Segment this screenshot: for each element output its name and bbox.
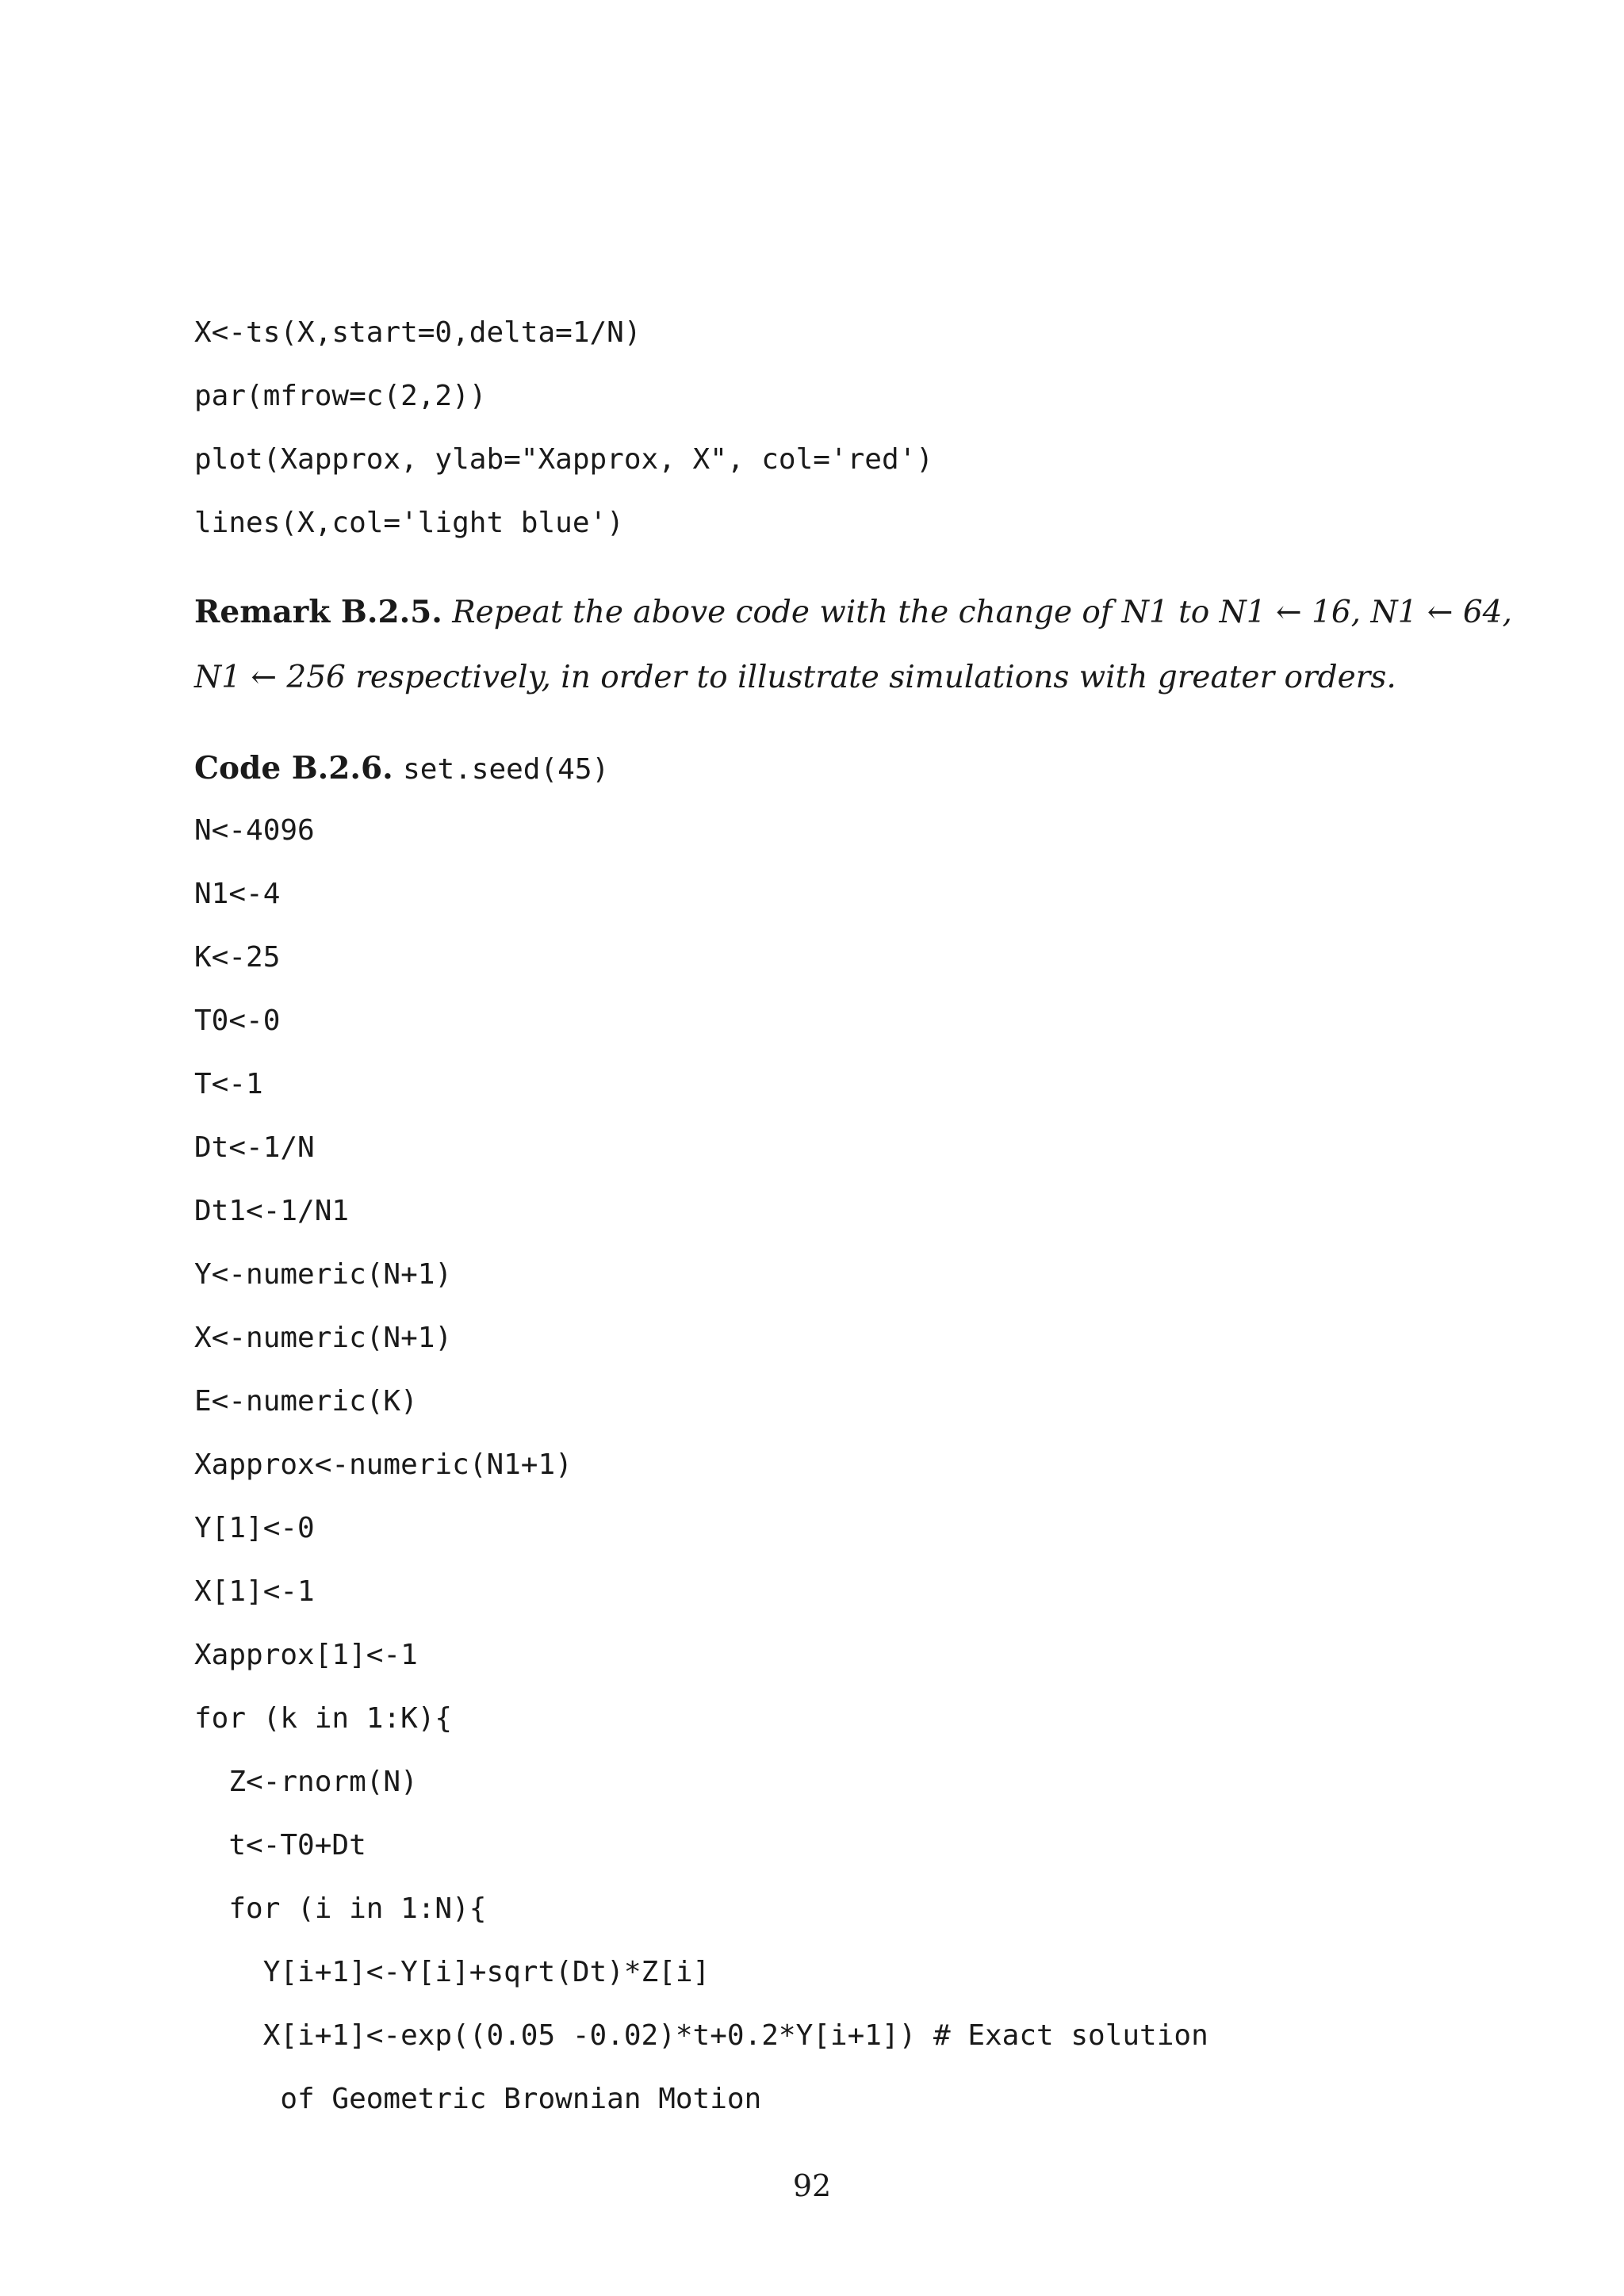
code-line: lines(X,col='light blue') bbox=[194, 507, 624, 539]
code-line: Y[i+1]<-Y[i]+sqrt(Dt)*Z[i] bbox=[194, 1956, 710, 1988]
code-line: plot(Xapprox, ylab="Xapprox, X", col='red') bbox=[194, 443, 933, 476]
code-line: for (k in 1:K){ bbox=[194, 1702, 453, 1735]
code-line: Y<-numeric(N+1) bbox=[194, 1258, 453, 1291]
code-line: set.seed(45) bbox=[403, 753, 610, 786]
code-line: Dt1<-1/N1 bbox=[194, 1195, 350, 1227]
remark-text-line-2: N1 ← 256 respectively, in order to illustrate simulations with greater orders. bbox=[194, 660, 1396, 695]
code-line: Dt<-1/N bbox=[194, 1131, 315, 1164]
remark-label: Remark B.2.5. bbox=[194, 594, 442, 630]
code-line: T<-1 bbox=[194, 1068, 263, 1100]
code-line: X[i+1]<-exp((0.05 -0.02)*t+0.2*Y[i+1]) # Exact solution bbox=[194, 2019, 1208, 2052]
code-line: Xapprox<-numeric(N1+1) bbox=[194, 1448, 573, 1481]
code-line: of Geometric Brownian Motion bbox=[194, 2083, 762, 2115]
page-number: 92 bbox=[792, 2168, 832, 2203]
code-line: Xapprox[1]<-1 bbox=[194, 1639, 418, 1671]
code-line: E<-numeric(K) bbox=[194, 1385, 418, 1418]
code-line: X<-numeric(N+1) bbox=[194, 1322, 453, 1354]
code-line: Y[1]<-0 bbox=[194, 1512, 315, 1544]
code-line: par(mfrow=c(2,2)) bbox=[194, 380, 487, 412]
code-line: K<-25 bbox=[194, 941, 281, 974]
code-line: X[1]<-1 bbox=[194, 1575, 315, 1608]
code-line: N<-4096 bbox=[194, 814, 315, 847]
code-line: N1<-4 bbox=[194, 878, 281, 910]
code-line: Z<-rnorm(N) bbox=[194, 1766, 418, 1798]
code-line: T0<-0 bbox=[194, 1004, 281, 1037]
code-label: Code B.2.6. bbox=[194, 750, 393, 786]
remark-text-line-1: Repeat the above code with the change of N1 to N1 ← 16, N1 ← 64, bbox=[452, 595, 1512, 630]
code-line: for (i in 1:N){ bbox=[194, 1892, 487, 1925]
code-line: t<-T0+Dt bbox=[194, 1829, 366, 1862]
code-line: X<-ts(X,start=0,delta=1/N) bbox=[194, 316, 642, 349]
